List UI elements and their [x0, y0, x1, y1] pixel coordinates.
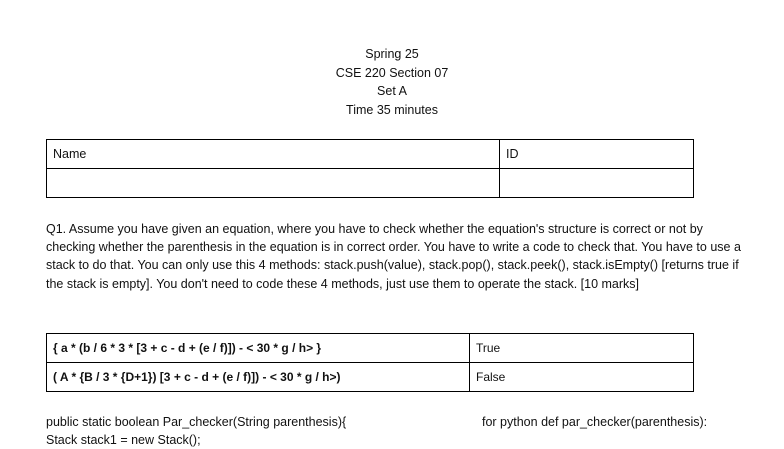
set-label: Set A [377, 84, 407, 98]
exam-header [0, 45, 784, 119]
table-row [47, 334, 694, 363]
java-stack-init: Stack stack1 = new Stack(); [46, 433, 201, 447]
name-field[interactable] [47, 169, 500, 198]
example-result: False [470, 363, 694, 392]
python-code [482, 413, 707, 431]
id-field[interactable] [500, 169, 694, 198]
time-label: Time 35 minutes [346, 102, 438, 117]
example-expression: { a * (b / 6 * 3 * [3 + c - d + (e / f)]) - < 30 * g / h> } [47, 334, 470, 363]
example-expression: ( A * {B / 3 * {D+1}) [3 + c - d + (e / f)]) - < 30 * g / h>) [47, 363, 470, 392]
course-label: CSE 220 Section 07 [335, 65, 449, 80]
java-signature: public static boolean Par_checker(String parenthesis){ [46, 415, 347, 429]
python-signature: for python def par_checker(parenthesis): [482, 415, 708, 429]
name-header-cell: Name [47, 140, 500, 169]
example-result: True [470, 334, 694, 363]
table-row [47, 363, 694, 392]
java-code [46, 413, 346, 449]
semester-label: Spring 25 [365, 47, 419, 61]
name-id-table [46, 139, 694, 198]
question-text: Q1. Assume you have given an equation, where you have to check whether the equation's structure is correct or not by checking whether the parenthesis in the equation is in correct order. You have to write a code to check that. You have to use a stack to do that. You can only use this 4 methods: stack.push(value), stack.pop(), stack.peek(), stack.isEmpty() [returns true if the stack is empty]. You don't need to code these 4 methods, just use them to operate the stack. [10 marks] [46, 222, 741, 291]
id-header-cell: ID [500, 140, 694, 169]
examples-table [46, 333, 694, 392]
